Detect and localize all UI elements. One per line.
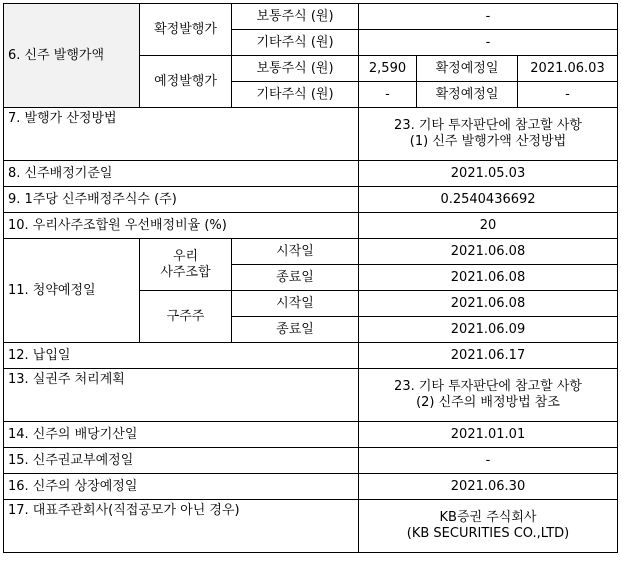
expected-price-label: 예정발행가 xyxy=(140,56,232,108)
row-pricing-method xyxy=(4,108,618,161)
employee-start-label: 시작일 xyxy=(232,239,359,265)
lead-manager-line1: KB증권 주식회사 xyxy=(439,510,537,525)
expected-other-date-label: 확정예정일 xyxy=(417,82,518,108)
pricing-method-line1: 23. 기타 투자판단에 참고할 사항 xyxy=(394,118,582,133)
forfeited-shares-label: 13. 실권주 처리계획 xyxy=(4,369,359,422)
confirmed-common-label: 보통주식 (원) xyxy=(232,4,359,30)
confirmed-price-label: 확정발행가 xyxy=(140,4,232,56)
subscription-date-label: 11. 청약예정일 xyxy=(4,239,140,343)
employee-union-label-line2: 사주조합 xyxy=(160,264,211,280)
existing-end-value: 2021.06.09 xyxy=(359,317,618,343)
expected-other-value: - xyxy=(359,82,417,108)
record-date-label: 8. 신주배정기준일 xyxy=(4,161,359,187)
employee-end-label: 종료일 xyxy=(232,265,359,291)
existing-start-label: 시작일 xyxy=(232,291,359,317)
certificate-delivery-label: 15. 신주권교부예정일 xyxy=(4,448,359,474)
expected-common-date-value: 2021.06.03 xyxy=(518,56,618,82)
forfeited-shares-value xyxy=(359,369,618,422)
row-payment-date xyxy=(4,343,618,369)
pricing-method-line2: (1) 신주 발행가액 산정방법 xyxy=(409,134,567,149)
pricing-method-label: 7. 발행가 산정방법 xyxy=(4,108,359,161)
confirmed-other-label: 기타주식 (원) xyxy=(232,30,359,56)
payment-date-value: 2021.06.17 xyxy=(359,343,618,369)
employee-allocation-value: 20 xyxy=(359,213,618,239)
row-certificate-delivery xyxy=(4,448,618,474)
confirmed-other-value: - xyxy=(359,30,618,56)
listing-date-label: 16. 신주의 상장예정일 xyxy=(4,474,359,500)
employee-union-label xyxy=(140,239,232,291)
pricing-method-value xyxy=(359,108,618,161)
expected-common-label: 보통주식 (원) xyxy=(232,56,359,82)
employee-allocation-label: 10. 우리사주조합원 우선배정비율 (%) xyxy=(4,213,359,239)
offering-details-table xyxy=(3,3,618,553)
lead-manager-line2: (KB SECURITIES CO.,LTD) xyxy=(406,526,570,541)
shares-per-share-value: 0.2540436692 xyxy=(359,187,618,213)
row-listing-date xyxy=(4,474,618,500)
employee-union-label-line1: 우리 xyxy=(172,248,199,264)
existing-shareholders-label: 구주주 xyxy=(140,291,232,343)
shares-per-share-label: 9. 1주당 신주배정주식수 (주) xyxy=(4,187,359,213)
row-lead-manager xyxy=(4,500,618,553)
row-issue-price-confirmed-common xyxy=(4,4,618,30)
dividend-start-date-value: 2021.01.01 xyxy=(359,422,618,448)
payment-date-label: 12. 납입일 xyxy=(4,343,359,369)
forfeited-shares-line2: (2) 신주의 배정방법 참조 xyxy=(416,395,560,410)
employee-start-value: 2021.06.08 xyxy=(359,239,618,265)
expected-common-value: 2,590 xyxy=(359,56,417,82)
record-date-value: 2021.05.03 xyxy=(359,161,618,187)
expected-common-date-label: 확정예정일 xyxy=(417,56,518,82)
row-dividend-start-date xyxy=(4,422,618,448)
row-subscription-employee-start xyxy=(4,239,618,265)
forfeited-shares-line1: 23. 기타 투자판단에 참고할 사항 xyxy=(394,379,582,394)
row-record-date xyxy=(4,161,618,187)
expected-other-label: 기타주식 (원) xyxy=(232,82,359,108)
row-employee-allocation xyxy=(4,213,618,239)
existing-end-label: 종료일 xyxy=(232,317,359,343)
listing-date-value: 2021.06.30 xyxy=(359,474,618,500)
issue-price-label: 6. 신주 발행가액 xyxy=(4,4,140,108)
lead-manager-label: 17. 대표주관회사(직접공모가 아닌 경우) xyxy=(4,500,359,553)
row-forfeited-shares xyxy=(4,369,618,422)
existing-start-value: 2021.06.08 xyxy=(359,291,618,317)
expected-other-date-value: - xyxy=(518,82,618,108)
dividend-start-date-label: 14. 신주의 배당기산일 xyxy=(4,422,359,448)
row-shares-per-share xyxy=(4,187,618,213)
lead-manager-value xyxy=(359,500,618,553)
confirmed-common-value: - xyxy=(359,4,618,30)
certificate-delivery-value: - xyxy=(359,448,618,474)
employee-end-value: 2021.06.08 xyxy=(359,265,618,291)
